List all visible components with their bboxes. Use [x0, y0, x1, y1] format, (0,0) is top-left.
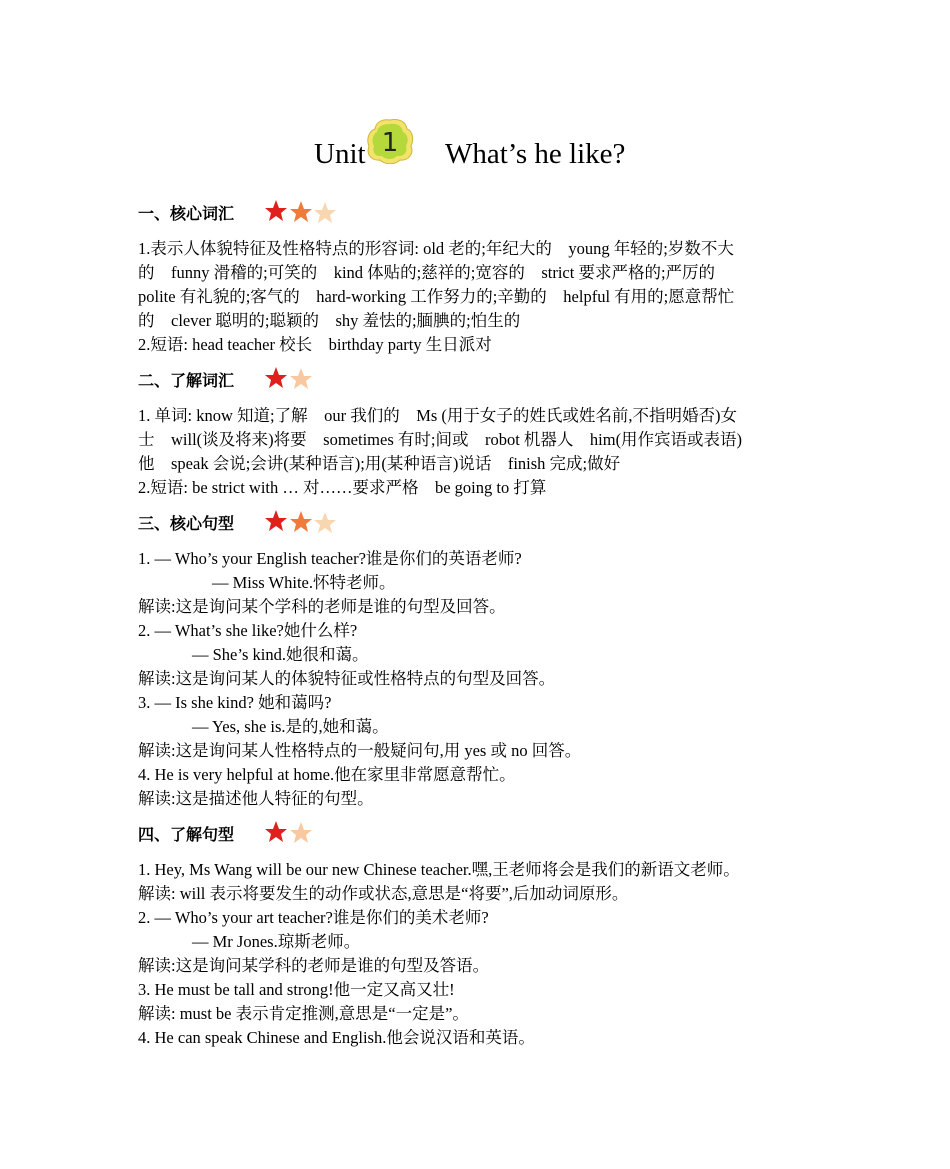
rating-2-stars-icon [264, 366, 344, 392]
rating-3-stars-icon [264, 199, 344, 225]
section-heading: 二、了解词汇 [138, 371, 235, 390]
text-line: 士 will(谈及将来)将要 sometimes 有时;间或 robot 机器人 him(用作宾语或表语) [138, 430, 743, 449]
section-extra-vocabulary [138, 366, 828, 500]
answer-line: — Mr Jones.琼斯老师。 [192, 932, 361, 951]
text-line: 3. He must be tall and strong!他一定又高又壮! [138, 980, 455, 999]
answer-line: — Miss White.怀特老师。 [212, 573, 396, 592]
section-core-vocabulary [138, 199, 828, 357]
unit-number: 1 [381, 128, 399, 158]
text-line: 4. He is very helpful at home.他在家里非常愿意帮忙。 [138, 765, 516, 784]
text-line: polite 有礼貌的;客气的 hard-working 工作努力的;辛勤的 helpful 有用的;愿意帮忙 [138, 287, 735, 306]
text-line: 2.短语: head teacher 校长 birthday party 生日派对 [138, 335, 492, 354]
unit-label: Unit [314, 138, 366, 170]
text-line: 2. — Who’s your art teacher?谁是你们的美术老师? [138, 908, 489, 927]
explanation-line: 解读:这是询问某个学科的老师是谁的句型及回答。 [138, 597, 506, 616]
section-heading: 一、核心词汇 [138, 204, 235, 223]
text-line: 2. — What’s she like?她什么样? [138, 621, 358, 640]
rating-2-stars-icon [264, 820, 344, 846]
rating-3-stars-icon [264, 509, 344, 535]
text-line: 1. 单词: know 知道;了解 our 我们的 Ms (用于女子的姓氏或姓名前,不指明婚否)女 [138, 406, 738, 425]
text-line: 2.短语: be strict with … 对……要求严格 be going to 打算 [138, 478, 547, 497]
section-extra-sentences [138, 820, 828, 1050]
section-heading: 三、核心句型 [138, 514, 235, 533]
explanation-line: 解读: will 表示将要发生的动作或状态,意思是“将要”,后加动词原形。 [138, 884, 629, 903]
explanation-line: 解读:这是询问某人的体貌特征或性格特点的句型及回答。 [138, 669, 556, 688]
unit-subtitle: What’s he like? [445, 138, 626, 170]
text-line: 4. He can speak Chinese and English.他会说汉语和英语。 [138, 1028, 535, 1047]
answer-line: — Yes, she is.是的,她和蔼。 [192, 717, 389, 736]
section-heading: 四、了解句型 [138, 825, 235, 844]
explanation-line: 解读:这是描述他人特征的句型。 [138, 789, 374, 808]
text-line: 1. Hey, Ms Wang will be our new Chinese teacher.嘿,王老师将会是我们的新语文老师。 [138, 860, 740, 879]
explanation-line: 解读:这是询问某人性格特点的一般疑问句,用 yes 或 no 回答。 [138, 741, 582, 760]
answer-line: — She’s kind.她很和蔼。 [192, 645, 369, 664]
explanation-line: 解读: must be 表示肯定推测,意思是“一定是”。 [138, 1004, 469, 1023]
explanation-line: 解读:这是询问某学科的老师是谁的句型及答语。 [138, 956, 490, 975]
text-line: 的 funny 滑稽的;可笑的 kind 体贴的;慈祥的;宽容的 strict 要求严格的;严厉的 [138, 263, 716, 282]
section-core-sentences [138, 509, 828, 811]
unit-title [138, 118, 818, 178]
text-line: 3. — Is she kind? 她和蔼吗? [138, 693, 332, 712]
text-line: 的 clever 聪明的;聪颖的 shy 羞怯的;腼腆的;怕生的 [138, 311, 521, 330]
text-line: 1. — Who’s your English teacher?谁是你们的英语老师? [138, 549, 522, 568]
text-line: 他 speak 会说;会讲(某种语言);用(某种语言)说话 finish 完成;做好 [138, 454, 621, 473]
unit-number-badge-icon [366, 118, 414, 164]
text-line: 1.表示人体貌特征及性格特点的形容词: old 老的;年纪大的 young 年轻的;岁数不大 [138, 239, 734, 258]
